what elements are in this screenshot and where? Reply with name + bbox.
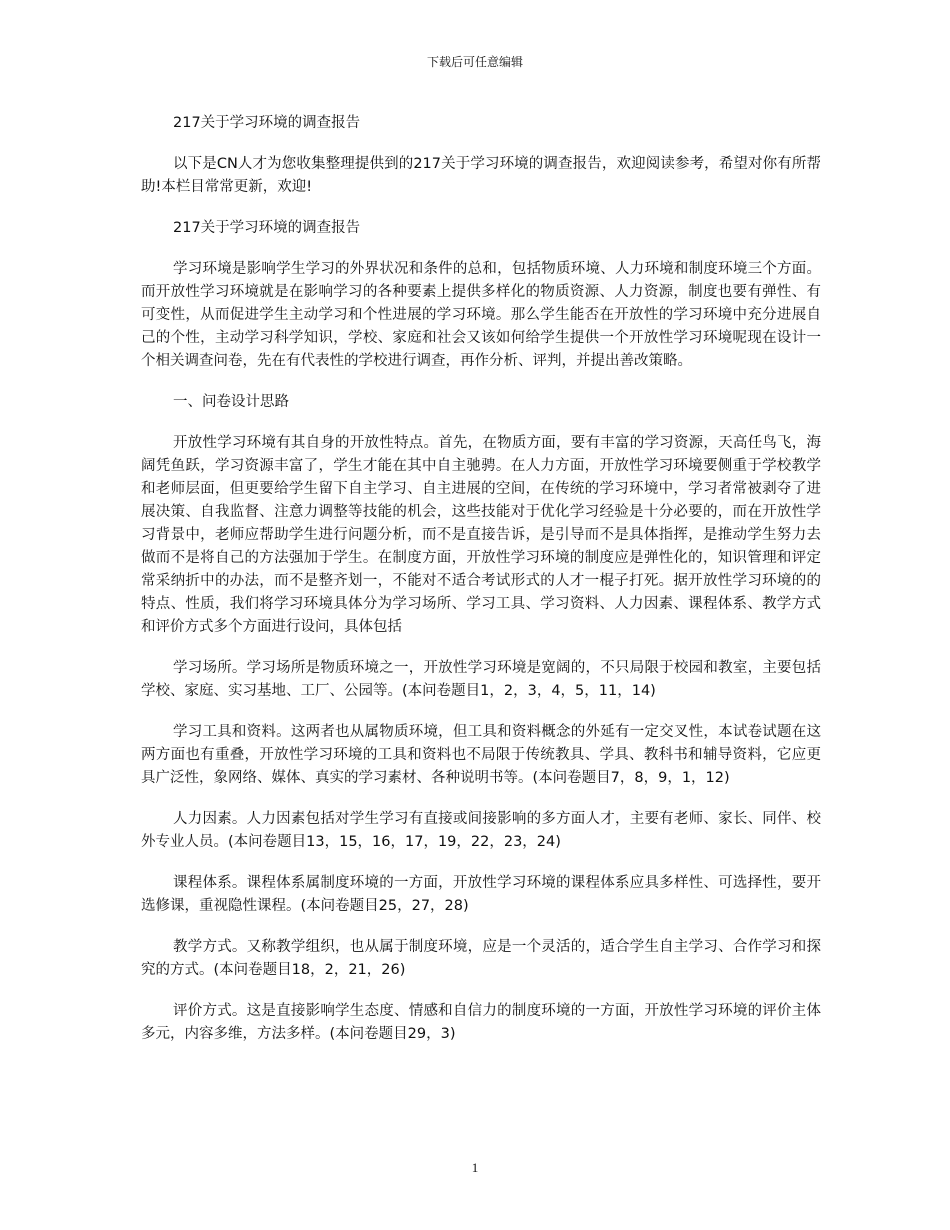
- body-paragraph: 课程体系。课程体系属制度环境的一方面，开放性学习环境的课程体系应具多样性、可选择性，要开选修课，重视隐性课程。(本问卷题目25，27，28): [141, 875, 821, 914]
- page-number: 1: [471, 1160, 479, 1175]
- body-paragraph: 教学方式。又称教学组织，也从属于制度环境，应是一个灵活的，适合学生自主学习、合作学习和探究的方式。(本问卷题目18，2，21，26): [141, 939, 821, 978]
- intro-paragraph: 以下是CN人才为您收集整理提供到的217关于学习环境的调查报告，欢迎阅读参考，希望对你有所帮助!本栏目常常更新，欢迎!: [141, 156, 821, 195]
- body-paragraph: 人力因素。人力因素包括对学生学习有直接或间接影响的多方面人才，主要有老师、家长、同伴、校外专业人员。(本问卷题目13，15，16，17，19，22，23，24): [141, 811, 821, 850]
- body-paragraph: 学习场所。学习场所是物质环境之一，开放性学习环境是宽阔的，不只局限于校园和教室，主要包括学校、家庭、实习基地、工厂、公园等。(本问卷题目1，2，3，4，5，11，14): [141, 660, 821, 699]
- body-paragraph: 学习工具和资料。这两者也从属物质环境，但工具和资料概念的外延有一定交叉性，本试卷试题在这两方面也有重叠，开放性学习环境的工具和资料也不局限于传统教具、学具、教科书和辅导资料，它应更具广泛性，象网络、媒体、真实的学习素材、各种说明书等。(本问卷题目7，8，9，1，12): [141, 724, 821, 786]
- page-header: 下载后可任意编辑: [426, 55, 523, 69]
- document-body: [141, 112, 821, 1064]
- section-heading: 一、问卷设计思路: [173, 394, 289, 410]
- body-paragraph: 评价方式。这是直接影响学生态度、情感和自信力的制度环境的一方面，开放性学习环境的评价主体多元，内容多维，方法多样。(本问卷题目29，3): [141, 1003, 821, 1042]
- body-paragraph: 学习环境是影响学生学习的外界状况和条件的总和，包括物质环境、人力环境和制度环境三个方面。而开放性学习环境就是在影响学习的各种要素上提供多样化的物质资源、人力资源，制度也要有弹性、有可变性，从而促进学生主动学习和个性进展的学习环境。那么学生能否在开放性的学习环境中充分进展自己的个性，主动学习科学知识，学校、家庭和社会又该如何给学生提供一个开放性学习环境呢现在设计一个相关调查问卷，先在有代表性的学校进行调查，再作分析、评判，并提出善改策略。: [141, 261, 821, 369]
- body-paragraph: 开放性学习环境有其自身的开放性特点。首先，在物质方面，要有丰富的学习资源，天高任鸟飞，海阔凭鱼跃，学习资源丰富了，学生才能在其中自主驰骋。在人力方面，开放性学习环境要侧重于学校教学和老师层面，但更要给学生留下自主学习、自主进展的空间，在传统的学习环境中，学习者常被剥夺了进展决策、自我监督、注意力调整等技能的机会，这些技能对于优化学习经验是十分必要的，而在开放性学习背景中，老师应帮助学生进行问题分析，而不是直接告诉，是引导而不是具体指挥，是推动学生努力去做而不是将自己的方法强加于学生。在制度方面，开放性学习环境的制度应是弹性化的，知识管理和评定常采纳折中的办法，而不是整齐划一，不能对不适合考试形式的人才一棍子打死。据开放性学习环境的的特点、性质，我们将学习环境具体分为学习场所、学习工具、学习资料、人力因素、课程体系、教学方式和评价方式多个方面进行设问，具体包括: [141, 435, 821, 635]
- report-title: 217关于学习环境的调查报告: [173, 220, 361, 236]
- document-title: 217关于学习环境的调查报告: [173, 115, 361, 131]
